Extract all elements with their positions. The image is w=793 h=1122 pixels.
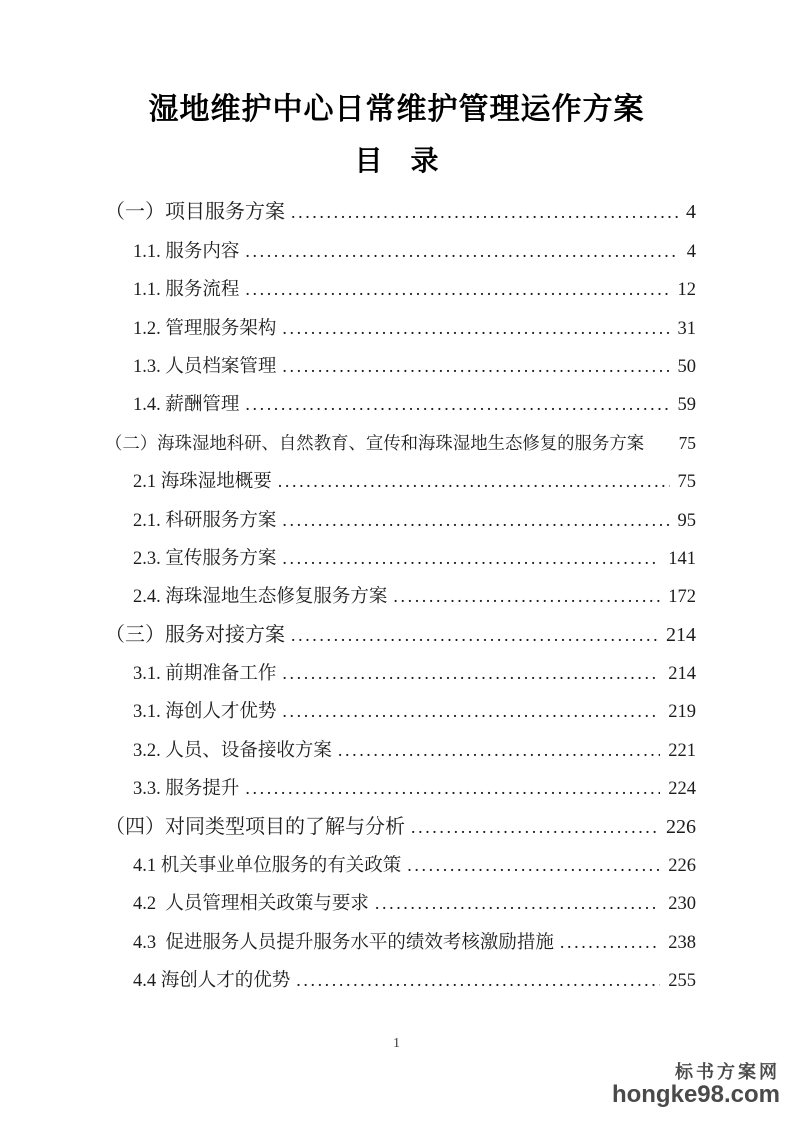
toc-entry[interactable] [105, 232, 696, 270]
dot-leader [291, 193, 678, 231]
toc-entry[interactable] [105, 884, 696, 922]
toc-entry-page: 238 [668, 932, 696, 953]
toc-entry[interactable] [105, 654, 696, 692]
toc-entry-page: 224 [668, 779, 696, 800]
toc-heading: 目 录 [354, 146, 439, 177]
toc-entry[interactable] [105, 270, 696, 308]
dot-leader [296, 961, 660, 1000]
toc-entry-page: 4 [686, 241, 696, 262]
toc-entry-label: 2.1. 科研服务方案 [133, 510, 277, 531]
toc-entry-page: 255 [668, 971, 696, 992]
toc-entry-page: 75 [677, 472, 696, 493]
watermark-site-url: hongke98.com [611, 1081, 780, 1108]
dot-leader [291, 616, 658, 654]
toc-entry[interactable] [105, 808, 696, 846]
toc-entry-page: 95 [677, 510, 696, 531]
toc-entry-label: 4.3 促进服务人员提升服务水平的绩效考核激励措施 [133, 932, 554, 953]
toc-entry-label: 1.2. 管理服务架构 [133, 318, 277, 339]
toc-entry[interactable] [105, 616, 696, 654]
toc-entry-label: 2.1 海珠湿地概要 [133, 472, 272, 493]
toc-entry-label: 2.4. 海珠湿地生态修复服务方案 [133, 587, 388, 608]
toc-entry-label: （四）对同类型项目的了解与分析 [105, 815, 405, 838]
toc-entry-page: 221 [668, 740, 696, 761]
dot-leader [245, 232, 678, 271]
toc-entry-label: 1.3. 人员档案管理 [133, 356, 277, 377]
dot-leader [282, 654, 660, 693]
toc-entry-page: 12 [677, 280, 696, 301]
toc-entry-label: 4.1 机关事业单位服务的有关政策 [133, 856, 402, 877]
toc-entry[interactable] [105, 462, 696, 500]
toc-entry[interactable] [105, 731, 696, 769]
dot-leader [282, 539, 660, 578]
toc-entry-page: 172 [668, 587, 696, 608]
toc-entry-label: 3.3. 服务提升 [133, 779, 240, 800]
dot-leader [245, 769, 660, 808]
toc-entry-page: 4 [686, 201, 696, 224]
toc-entry[interactable] [105, 961, 696, 999]
toc-entry[interactable] [105, 309, 696, 347]
toc-entry-page: 59 [677, 395, 696, 416]
toc-entry-page: 141 [668, 548, 696, 569]
toc-entry[interactable] [105, 846, 696, 884]
toc-entry-label: 3.2. 人员、设备接收方案 [133, 740, 332, 761]
toc-entry-label: （一）项目服务方案 [105, 201, 285, 224]
dot-leader [375, 884, 660, 923]
toc-entry[interactable] [105, 769, 696, 807]
dot-leader [407, 846, 660, 885]
toc-entry-label: 1.1. 服务流程 [133, 280, 240, 301]
toc-entry[interactable] [105, 347, 696, 385]
watermark-site-name: 标书方案网 [675, 1062, 780, 1082]
toc-entry-page: 50 [677, 356, 696, 377]
toc-entry-label: 2.3. 宣传服务方案 [133, 548, 277, 569]
table-of-contents [105, 193, 696, 999]
toc-entry[interactable] [105, 692, 696, 730]
dot-leader [245, 385, 669, 424]
page-number: 1 [393, 1036, 400, 1051]
toc-entry[interactable] [105, 424, 696, 462]
toc-entry-label: （三）服务对接方案 [105, 623, 285, 646]
toc-entry[interactable] [105, 923, 696, 961]
toc-entry[interactable] [105, 501, 696, 539]
watermark [612, 1062, 780, 1107]
document-title: 湿地维护中心日常维护管理运作方案 [148, 93, 645, 126]
toc-entry-label: 1.4. 薪酬管理 [133, 395, 240, 416]
toc-entry[interactable] [105, 577, 696, 615]
toc-entry[interactable] [105, 539, 696, 577]
dot-leader [278, 462, 670, 501]
dot-leader [560, 923, 660, 962]
dot-leader [393, 577, 660, 616]
dot-leader [282, 501, 669, 540]
toc-entry[interactable] [105, 193, 696, 231]
toc-entry-label: 1.1. 服务内容 [133, 241, 240, 262]
toc-entry-label: 3.1. 前期准备工作 [133, 664, 277, 685]
toc-entry-page: 75 [678, 432, 696, 453]
toc-entry-page: 226 [668, 856, 696, 877]
dot-leader [282, 692, 660, 731]
toc-entry-page: 230 [668, 894, 696, 915]
toc-entry[interactable] [105, 385, 696, 423]
toc-entry-page: 31 [677, 318, 696, 339]
toc-entry-page: 214 [668, 664, 696, 685]
toc-entry-page: 214 [666, 623, 696, 646]
dot-leader [282, 309, 669, 348]
dot-leader [282, 347, 669, 386]
toc-entry-page: 226 [666, 815, 696, 838]
dot-leader [411, 808, 658, 846]
toc-entry-label: 3.1. 海创人才优势 [133, 702, 277, 723]
dot-leader [245, 270, 669, 309]
dot-leader [338, 731, 660, 770]
toc-entry-label: 4.4 海创人才的优势 [133, 971, 291, 992]
toc-entry-label: 4.2 人员管理相关政策与要求 [133, 894, 369, 915]
toc-entry-label: （二）海珠湿地科研、自然教育、宣传和海珠湿地生态修复的服务方案 [105, 432, 645, 453]
toc-entry-page: 219 [668, 702, 696, 723]
